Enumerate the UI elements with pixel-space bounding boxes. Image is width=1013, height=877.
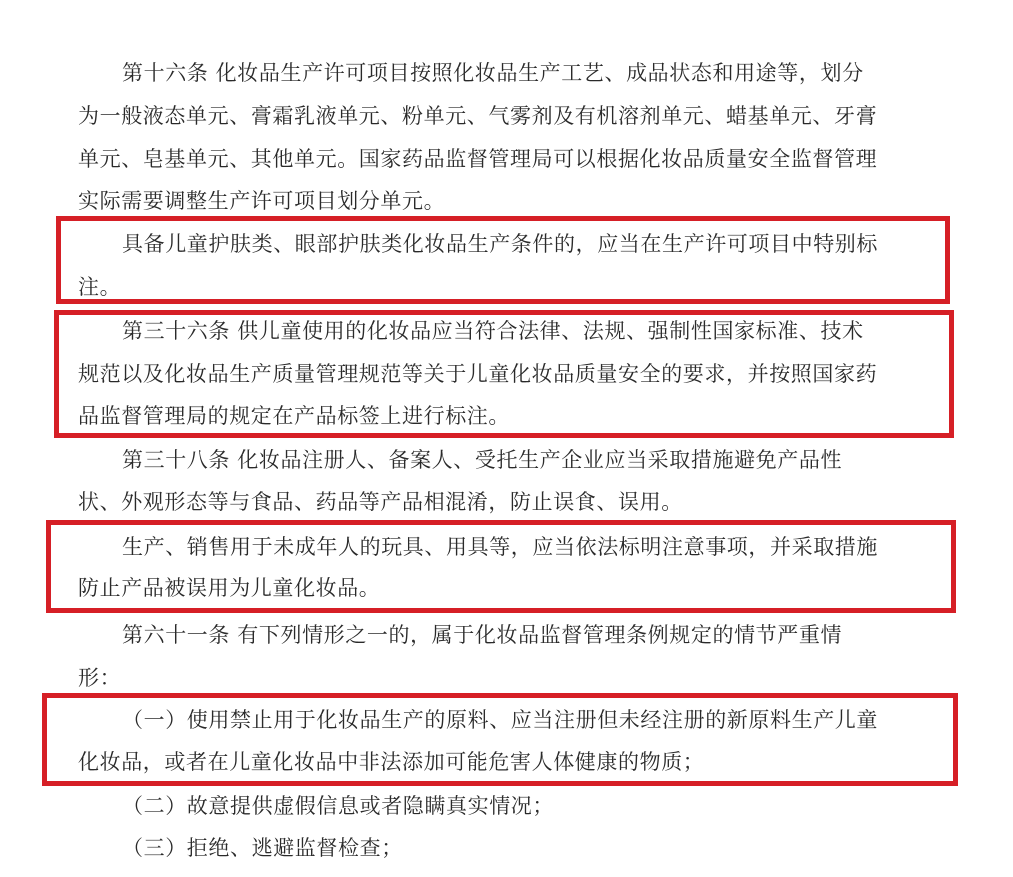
paragraph-1-line-1: 第十六条 化妆品生产许可项目按照化妆品生产工艺、成品状态和用途等，划分 (122, 61, 864, 85)
paragraph-6-line-1: 第六十一条 有下列情形之一的，属于化妆品监督管理条例规定的情节严重情 (122, 623, 843, 647)
paragraph-1-line-4: 实际需要调整生产许可项目划分单元。 (78, 189, 446, 213)
paragraph-4-line-1: 第三十八条 化妆品注册人、备案人、受托生产企业应当采取措施避免产品性 (122, 448, 843, 472)
paragraph-3-line-3: 品监督管理局的规定在产品标签上进行标注。 (78, 404, 510, 428)
paragraph-9-line-1: （三）拒绝、逃避监督检查； (122, 836, 403, 860)
paragraph-7-line-2: 化妆品，或者在儿童化妆品中非法添加可能危害人体健康的物质； (78, 750, 705, 774)
paragraph-4-line-2: 状、外观形态等与食品、药品等产品相混淆，防止误食、误用。 (78, 490, 683, 514)
paragraph-6-line-2: 形： (78, 666, 122, 690)
paragraph-5-line-2: 防止产品被误用为儿童化妆品。 (78, 576, 381, 600)
paragraph-3-line-1: 第三十六条 供儿童使用的化妆品应当符合法律、法规、强制性国家标准、技术 (122, 319, 864, 343)
paragraph-2-line-2: 注。 (78, 275, 122, 299)
paragraph-2-line-1: 具备儿童护肤类、眼部护肤类化妆品生产条件的，应当在生产许可项目中特别标 (122, 232, 878, 256)
paragraph-5-line-1: 生产、销售用于未成年人的玩具、用具等，应当依法标明注意事项，并采取措施 (122, 535, 878, 559)
paragraph-3-line-2: 规范以及化妆品生产质量管理规范等关于儿童化妆品质量安全的要求，并按照国家药 (78, 362, 878, 386)
paragraph-1-line-2: 为一般液态单元、膏霜乳液单元、粉单元、气雾剂及有机溶剂单元、蜡基单元、牙膏 (78, 104, 878, 128)
paragraph-7-line-1: （一）使用禁止用于化妆品生产的原料、应当注册但未经注册的新原料生产儿童 (122, 708, 878, 732)
paragraph-8-line-1: （二）故意提供虚假信息或者隐瞒真实情况； (122, 794, 554, 818)
paragraph-1-line-3: 单元、皂基单元、其他单元。国家药品监督管理局可以根据化妆品质量安全监督管理 (78, 147, 878, 171)
